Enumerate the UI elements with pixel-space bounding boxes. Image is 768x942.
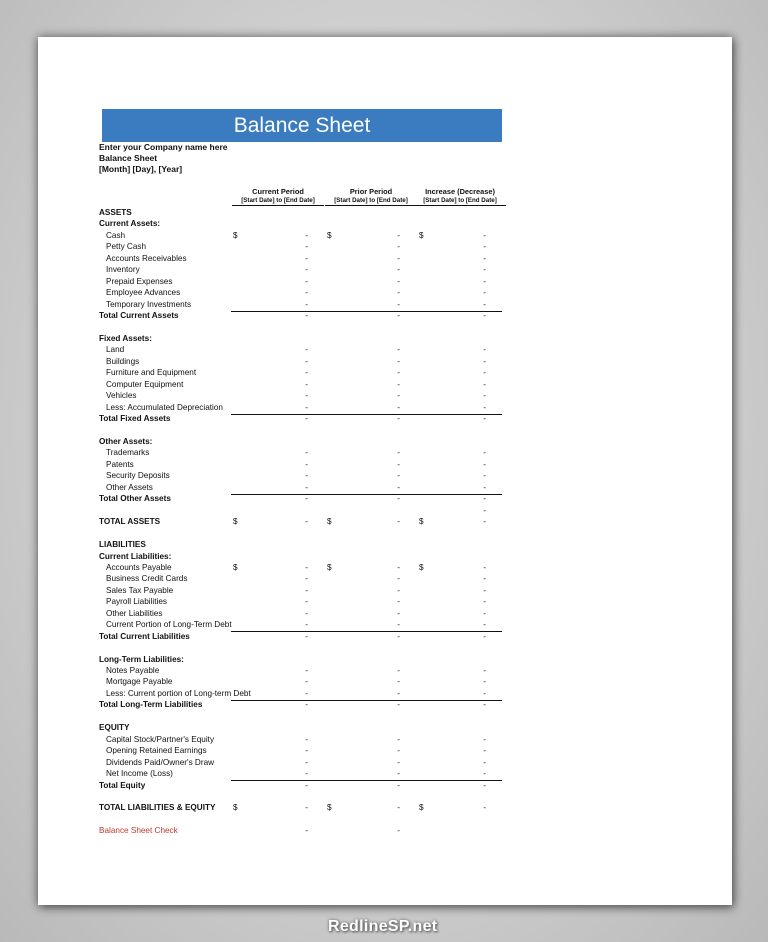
table-row [38, 758, 732, 770]
column-header-change: Increase (Decrease) [425, 187, 495, 196]
value-cell: - [397, 253, 400, 263]
value-cell: - [483, 276, 486, 286]
row-label: Total Long-Term Liabilities [99, 700, 203, 710]
row-label: Total Other Assets [99, 494, 171, 504]
value-cell: - [397, 448, 400, 458]
value-cell: - [483, 734, 486, 744]
value-cell: - [305, 459, 308, 469]
value-cell: - [483, 746, 486, 756]
table-row [38, 300, 732, 312]
table-row [38, 357, 732, 369]
row-label: Accounts Receivables [106, 253, 187, 263]
spacer-row [38, 792, 732, 804]
value-cell: - [397, 620, 400, 630]
table-row [38, 517, 732, 529]
table-row [38, 483, 732, 495]
value-cell: - [305, 597, 308, 607]
table-row [38, 689, 732, 701]
row-label: Less: Current portion of Long-term Debt [106, 688, 251, 698]
row-label: Capital Stock/Partner's Equity [106, 734, 215, 744]
value-cell: - [483, 482, 486, 492]
row-label: Other Liabilities [106, 608, 163, 618]
table-row [38, 242, 732, 254]
row-label: Employee Advances [106, 288, 181, 298]
value-cell: - [483, 677, 486, 687]
value-cell: - [305, 574, 308, 584]
row-label: LIABILITIES [99, 540, 146, 550]
row-label: Vehicles [106, 391, 137, 401]
currency-symbol: $ [233, 517, 238, 527]
row-label: Patents [106, 459, 134, 469]
value-cell: - [483, 368, 486, 378]
value-cell: - [305, 666, 308, 675]
spacer-row [38, 712, 732, 724]
table-row [38, 437, 732, 449]
table-row [38, 448, 732, 460]
value-cell: - [397, 265, 400, 275]
row-label: Land [106, 345, 125, 355]
row-label: Current Assets: [99, 219, 161, 229]
row-label: Furniture and Equipment [106, 368, 197, 378]
value-cell: - [483, 780, 486, 790]
value-cell: - [305, 803, 308, 813]
table-row [38, 552, 732, 564]
currency-symbol: $ [233, 562, 238, 572]
value-cell: - [397, 379, 400, 389]
value-cell: - [397, 276, 400, 286]
row-label: Total Current Assets [99, 311, 179, 321]
table-row [38, 781, 732, 793]
value-cell: - [305, 608, 308, 618]
table-row [38, 700, 732, 712]
table-row [38, 403, 732, 415]
watermark: RedlineSP.net [328, 918, 438, 935]
table-row [38, 666, 732, 678]
value-cell: - [397, 230, 400, 240]
value-cell: - [483, 402, 486, 412]
table-row [38, 597, 732, 609]
value-cell: - [397, 803, 400, 813]
currency-symbol: $ [233, 230, 238, 240]
value-cell: - [305, 769, 308, 779]
value-cell: - [397, 757, 400, 767]
row-label: Payroll Liabilities [106, 597, 167, 607]
table-row [38, 288, 732, 300]
value-cell: - [483, 631, 486, 641]
value-cell: - [305, 620, 308, 630]
value-cell: - [305, 276, 308, 286]
table-row [38, 803, 732, 815]
table-row [38, 254, 732, 266]
value-cell: - [397, 482, 400, 492]
value-cell: - [397, 391, 400, 401]
value-cell: - [397, 677, 400, 687]
value-cell: - [397, 356, 400, 366]
value-cell: - [483, 757, 486, 767]
table-row [38, 563, 732, 575]
spacer-row [38, 506, 732, 518]
value-cell: - [305, 757, 308, 767]
row-label: Buildings [106, 356, 140, 366]
table-row [38, 540, 732, 552]
row-label: Petty Cash [106, 242, 147, 252]
value-cell: - [397, 608, 400, 618]
document-page [38, 37, 732, 905]
row-label: Opening Retained Earnings [106, 746, 207, 756]
row-label: Temporary Investments [106, 299, 192, 309]
company-name: Enter your Company name here [99, 142, 228, 152]
value-cell: - [397, 631, 400, 641]
row-label: Total Current Liabilities [99, 631, 190, 641]
value-cell: - [483, 505, 486, 515]
value-cell: - [305, 402, 308, 412]
row-label: TOTAL LIABILITIES & EQUITY [99, 803, 216, 813]
column-header-prior: Prior Period [349, 187, 393, 196]
value-cell: - [483, 311, 486, 321]
value-cell: - [305, 471, 308, 481]
value-cell: - [483, 620, 486, 630]
spacer-row [38, 815, 732, 827]
row-label: EQUITY [99, 723, 130, 733]
table-row [38, 609, 732, 621]
table-row [38, 586, 732, 598]
spacer-row [38, 426, 732, 438]
value-cell: - [305, 482, 308, 492]
table-row [38, 368, 732, 380]
value-cell: - [397, 562, 400, 572]
value-cell: - [305, 585, 308, 595]
value-cell: - [397, 459, 400, 469]
value-cell: - [305, 494, 308, 504]
value-cell: - [483, 391, 486, 401]
spacer-row [38, 643, 732, 655]
value-cell: - [397, 494, 400, 504]
row-label: Business Credit Cards [106, 574, 188, 584]
value-cell: - [483, 597, 486, 607]
row-label: Balance Sheet Check [99, 826, 178, 836]
value-cell: - [397, 826, 400, 836]
value-cell: - [305, 688, 308, 698]
row-label: Fixed Assets: [99, 333, 152, 343]
value-cell: - [483, 666, 486, 675]
date-line: [Month] [Day], [Year] [99, 164, 183, 174]
value-cell: - [397, 700, 400, 710]
currency-symbol: $ [327, 230, 332, 240]
value-cell: - [483, 769, 486, 779]
value-cell: - [483, 379, 486, 389]
table-row [38, 655, 732, 667]
table-row [38, 265, 732, 277]
currency-symbol: $ [327, 803, 332, 813]
row-label: Mortgage Payable [106, 677, 173, 687]
value-cell: - [397, 597, 400, 607]
table-row [38, 345, 732, 357]
row-label: ASSETS [99, 208, 132, 217]
value-cell: - [305, 677, 308, 687]
row-label: TOTAL ASSETS [99, 517, 161, 527]
value-cell: - [305, 311, 308, 321]
row-label: Total Fixed Assets [99, 414, 171, 424]
row-label: Cash [106, 230, 126, 240]
table-row [38, 632, 732, 644]
value-cell: - [397, 402, 400, 412]
value-cell: - [483, 242, 486, 252]
value-cell: - [397, 585, 400, 595]
value-cell: - [397, 769, 400, 779]
row-label: Current Liabilities: [99, 551, 172, 561]
currency-symbol: $ [419, 803, 424, 813]
value-cell: - [305, 299, 308, 309]
spacer-row [38, 529, 732, 541]
value-cell: - [305, 780, 308, 790]
value-cell: - [483, 230, 486, 240]
table-row [38, 574, 732, 586]
value-cell: - [483, 414, 486, 424]
column-subheader-current: [Start Date] to [End Date] [232, 197, 324, 206]
table-row [38, 723, 732, 735]
value-cell: - [483, 265, 486, 275]
table-row [38, 769, 732, 781]
row-label: Notes Payable [106, 666, 160, 675]
value-cell: - [483, 517, 486, 527]
row-label: Current Portion of Long-Term Debt [106, 620, 232, 630]
value-cell: - [483, 494, 486, 504]
row-label: Inventory [106, 265, 140, 275]
row-label: Security Deposits [106, 471, 170, 481]
table-row [38, 380, 732, 392]
value-cell: - [397, 574, 400, 584]
value-cell: - [483, 356, 486, 366]
value-cell: - [483, 803, 486, 813]
value-cell: - [397, 288, 400, 298]
currency-symbol: $ [419, 230, 424, 240]
row-label: Trademarks [106, 448, 150, 458]
column-header-current: Current Period [252, 187, 304, 196]
value-cell: - [397, 734, 400, 744]
value-cell: - [305, 414, 308, 424]
value-cell: - [397, 746, 400, 756]
table-row [38, 735, 732, 747]
row-label: Total Equity [99, 780, 146, 790]
value-cell: - [397, 299, 400, 309]
currency-symbol: $ [327, 517, 332, 527]
value-cell: - [305, 288, 308, 298]
sheet-name: Balance Sheet [99, 153, 158, 163]
value-cell: - [305, 345, 308, 355]
table-row [38, 219, 732, 231]
table-row [38, 620, 732, 632]
currency-symbol: $ [327, 562, 332, 572]
value-cell: - [305, 368, 308, 378]
table-row [38, 494, 732, 506]
value-cell: - [483, 299, 486, 309]
row-label: Computer Equipment [106, 379, 184, 389]
value-cell: - [483, 471, 486, 481]
value-cell: - [305, 448, 308, 458]
table-row [38, 277, 732, 289]
column-subheader-change: [Start Date] to [End Date] [414, 197, 506, 206]
value-cell: - [305, 356, 308, 366]
spacer-row [38, 323, 732, 335]
value-cell: - [483, 688, 486, 698]
table-row [38, 471, 732, 483]
row-label: Sales Tax Payable [106, 585, 174, 595]
row-label: Other Assets: [99, 437, 153, 446]
value-cell: - [305, 746, 308, 756]
value-cell: - [483, 700, 486, 710]
value-cell: - [483, 459, 486, 469]
value-cell: - [483, 448, 486, 458]
row-label: Prepaid Expenses [106, 276, 173, 286]
value-cell: - [305, 242, 308, 252]
title-banner: Balance Sheet [102, 109, 502, 142]
value-cell: - [483, 608, 486, 618]
value-cell: - [483, 345, 486, 355]
value-cell: - [305, 391, 308, 401]
value-cell: - [483, 574, 486, 584]
value-cell: - [397, 368, 400, 378]
currency-symbol: $ [233, 803, 238, 813]
value-cell: - [483, 562, 486, 572]
value-cell: - [397, 666, 400, 675]
table-row [38, 208, 732, 220]
value-cell: - [483, 585, 486, 595]
value-cell: - [305, 826, 308, 836]
table-row [38, 746, 732, 758]
value-cell: - [397, 517, 400, 527]
value-cell: - [305, 517, 308, 527]
value-cell: - [397, 688, 400, 698]
value-cell: - [397, 471, 400, 481]
table-row [38, 231, 732, 243]
currency-symbol: $ [419, 562, 424, 572]
value-cell: - [397, 311, 400, 321]
value-cell: - [483, 288, 486, 298]
value-cell: - [397, 345, 400, 355]
row-label: Less: Accumulated Depreciation [106, 402, 223, 412]
row-label: Net Income (Loss) [106, 769, 173, 779]
value-cell: - [305, 562, 308, 572]
column-subheader-prior: [Start Date] to [End Date] [325, 197, 417, 206]
row-label: Accounts Payable [106, 562, 172, 572]
table-row [38, 460, 732, 472]
value-cell: - [483, 253, 486, 263]
table-row [38, 391, 732, 403]
row-label: Long-Term Liabilities: [99, 654, 184, 664]
value-cell: - [305, 734, 308, 744]
value-cell: - [397, 242, 400, 252]
value-cell: - [305, 265, 308, 275]
value-cell: - [305, 379, 308, 389]
table-row [38, 414, 732, 426]
table-row [38, 826, 732, 838]
value-cell: - [397, 780, 400, 790]
value-cell: - [305, 253, 308, 263]
value-cell: - [397, 414, 400, 424]
row-label: Other Assets [106, 482, 153, 492]
table-row [38, 677, 732, 689]
table-row [38, 334, 732, 346]
currency-symbol: $ [419, 517, 424, 527]
value-cell: - [305, 700, 308, 710]
value-cell: - [305, 230, 308, 240]
value-cell: - [305, 631, 308, 641]
row-label: Dividends Paid/Owner's Draw [106, 757, 215, 767]
table-row [38, 311, 732, 323]
